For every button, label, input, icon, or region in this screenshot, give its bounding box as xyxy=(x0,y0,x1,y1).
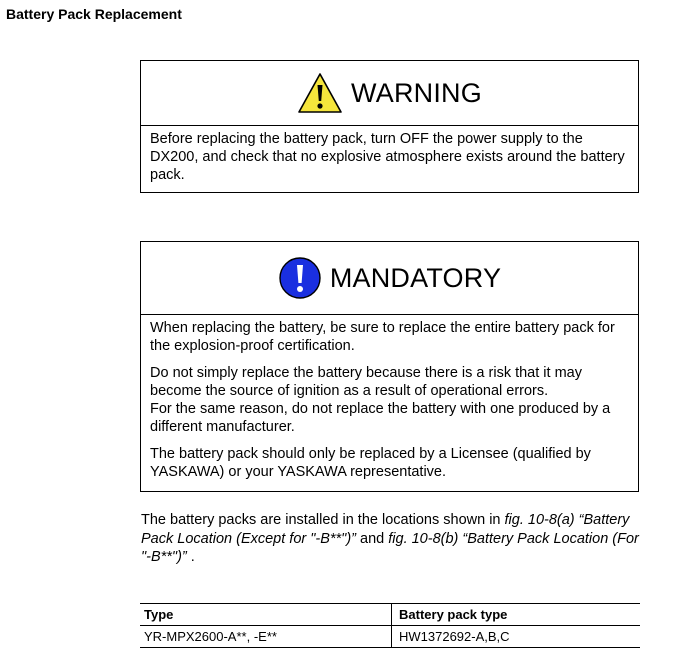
battery-type-table xyxy=(140,603,640,648)
warning-box xyxy=(140,60,639,193)
mandatory-title: MANDATORY xyxy=(329,262,502,293)
intro-paragraph xyxy=(141,511,641,567)
section-title: Battery Pack Replacement xyxy=(6,6,182,22)
mandatory-box xyxy=(140,241,639,492)
warning-header xyxy=(141,61,638,126)
table-header-row xyxy=(140,604,640,626)
mandatory-header xyxy=(141,242,638,315)
warning-triangle-icon xyxy=(297,72,343,114)
column-header-type: Type xyxy=(140,604,392,626)
intro-between: and xyxy=(356,530,389,547)
column-header-battery-pack-type: Battery pack type xyxy=(392,604,641,626)
table-cell: HW1372692-A,B,C xyxy=(392,626,641,648)
table-cell: YR-MPX2600-A**, -E** xyxy=(140,626,392,648)
mandatory-paragraph: The battery pack should only be replaced by a Licensee (qualified by YASKAWA) or your YASKAWA representative. xyxy=(150,446,591,480)
mandatory-paragraph: When replacing the battery, be sure to replace the entire battery pack for the explosion-proof certification. xyxy=(150,320,615,354)
warning-title: WARNING xyxy=(351,77,482,108)
figure-reference-b: fig. 10-8(b) “Battery Pack Location (For "-B**")” xyxy=(141,530,639,565)
intro-lead: The battery packs are installed in the locations shown in xyxy=(141,512,505,528)
mandatory-paragraph xyxy=(150,364,630,436)
table-row xyxy=(140,626,640,648)
mandatory-line: Do not simply replace the battery because there is a risk that it may become the source of ignition as a result of operational errors. xyxy=(150,365,582,399)
mandatory-line: For the same reason, do not replace the battery with one produced by a different manufacturer. xyxy=(150,401,611,435)
intro-tail: . xyxy=(186,549,195,565)
figure-reference-a: fig. 10-8(a) “Battery Pack Location (Except for "-B**")” xyxy=(141,512,630,547)
warning-text: Before replacing the battery pack, turn OFF the power supply to the DX200, and check that no explosive atmosphere exists around the battery pack. xyxy=(150,131,625,183)
warning-body xyxy=(141,126,638,190)
mandatory-exclamation-icon xyxy=(278,256,322,300)
mandatory-body xyxy=(141,315,638,487)
